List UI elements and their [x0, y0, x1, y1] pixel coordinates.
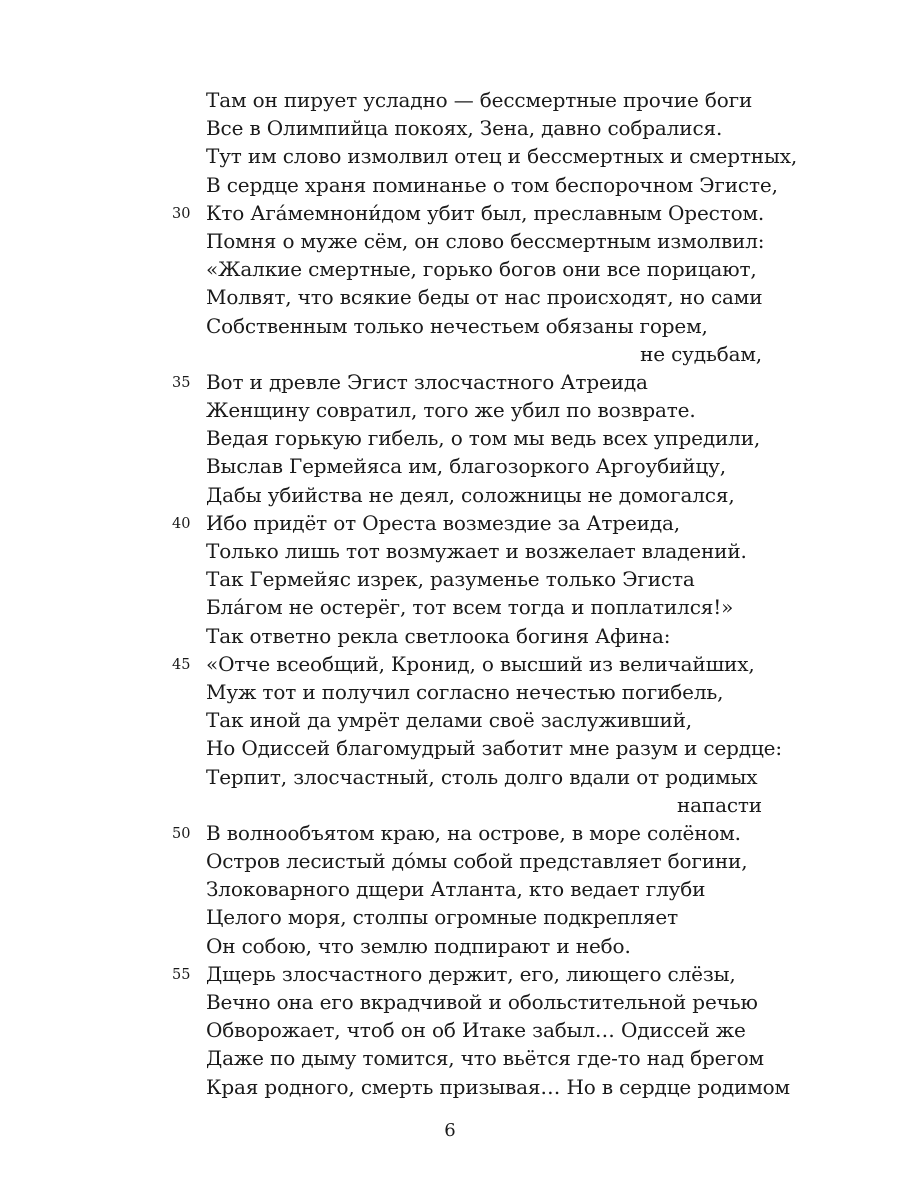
line-text: Ибо придёт от Ореста возмездие за Атреида, [206, 510, 680, 535]
line-text: Даже по дыму томится, что вьётся где-то над брегом [206, 1046, 764, 1071]
line-text: Дщерь злосчастного держит, его, лиющего слёзы, [206, 961, 736, 986]
poem-line [0, 763, 900, 791]
poem-line [0, 481, 900, 509]
line-text: Но Одиссей благомудрый заботит мне разум и сердце: [206, 736, 782, 761]
line-text: Выслав Гермейяса им, благозоркого Аргоубийцу, [206, 454, 726, 479]
poem-line [0, 424, 900, 452]
line-text: Он собою, что землю подпирают и небо. [206, 933, 631, 958]
line-text: Ведая горькую гибель, о том мы ведь всех упредили, [206, 426, 761, 451]
line-number: 30 [172, 205, 191, 222]
poem-line [0, 819, 900, 847]
poem-line [0, 312, 900, 340]
poem-line [0, 86, 900, 114]
poem-line [0, 678, 900, 706]
poem-line [0, 255, 900, 283]
poem-line [0, 368, 900, 396]
line-number: 50 [172, 825, 191, 842]
line-text: Все в Олимпийца покоях, Зена, давно собралися. [206, 116, 723, 141]
line-text: Тут им слово измолвил отец и бессмертных и смертных, [206, 144, 798, 169]
line-text: Края родного, смерть призывая… Но в сердце родимом [206, 1074, 790, 1099]
poem-line [0, 114, 900, 142]
line-text: «Отче всеобщий, Кронид, о высший из величайших, [206, 651, 755, 676]
poem-line [0, 706, 900, 734]
poem-line [0, 1044, 900, 1072]
line-text: Кто Ага́мемнони́дом убит был, преславным Орестом. [206, 200, 765, 225]
poem-line [0, 988, 900, 1016]
poem-text [0, 86, 900, 1101]
poem-line-continuation [0, 791, 900, 819]
poem-line [0, 903, 900, 931]
line-text: Так Гермейяс изрек, разуменье только Эгиста [206, 567, 695, 592]
poem-line [0, 734, 900, 762]
poem-line [0, 932, 900, 960]
poem-line [0, 171, 900, 199]
line-text: Дабы убийства не деял, соложницы не домогался, [206, 482, 735, 507]
line-text: Так иной да умрёт делами своё заслуживший, [206, 708, 693, 733]
poem-line [0, 1073, 900, 1101]
poem-line [0, 593, 900, 621]
poem-line [0, 509, 900, 537]
line-number: 45 [172, 656, 191, 673]
poem-line [0, 847, 900, 875]
line-text: Собственным только нечестьем обязаны горем, [206, 313, 708, 338]
poem-line [0, 960, 900, 988]
poem-line [0, 650, 900, 678]
line-text: напасти [676, 792, 762, 817]
line-text: Злоковарного дщери Атланта, кто ведает глуби [206, 877, 706, 902]
line-text: Вот и древле Эгист злосчастного Атреида [206, 369, 648, 394]
line-number: 40 [172, 515, 191, 532]
poem-line [0, 875, 900, 903]
line-number: 35 [172, 374, 191, 391]
poem-line [0, 565, 900, 593]
line-text: Целого моря, столпы огромные подкрепляет [206, 905, 678, 930]
line-text: Женщину совратил, того же убил по возврате. [206, 398, 696, 423]
line-text: Терпит, злосчастный, столь долго вдали от родимых [206, 764, 758, 789]
line-text: В сердце храня поминанье о том беспорочном Эгисте, [206, 172, 778, 197]
line-text: Там он пирует усладно — бессмертные прочие боги [206, 88, 753, 112]
poem-line [0, 452, 900, 480]
poem-line [0, 1016, 900, 1044]
poem-line-continuation [0, 340, 900, 368]
poem-line [0, 142, 900, 170]
line-text: Помня о муже сём, он слово бессмертным измолвил: [206, 228, 765, 253]
line-text: В волнообъятом краю, на острове, в море солёном. [206, 820, 741, 845]
line-text: Вечно она его вкрадчивой и обольстительной речью [206, 990, 758, 1014]
line-number: 55 [172, 966, 191, 983]
line-text: Молвят, что всякие беды от нас происходят, но сами [206, 285, 763, 310]
line-text: Обворожает, чтоб он об Итаке забыл… Одиссей же [206, 1018, 746, 1043]
line-text: Муж тот и получил согласно нечестью погибель, [206, 679, 724, 704]
line-text: не судьбам, [640, 341, 762, 366]
poem-line [0, 227, 900, 255]
poem-line [0, 622, 900, 650]
line-text: Так ответно рекла светлоока богиня Афина: [206, 623, 671, 648]
poem-line [0, 396, 900, 424]
line-text: «Жалкие смертные, горько богов они все порицают, [206, 257, 757, 282]
line-text: Только лишь тот возмужает и возжелает владений. [206, 539, 747, 563]
poem-line [0, 283, 900, 311]
poem-line [0, 537, 900, 565]
line-text: Бла́гом не остерёг, тот всем тогда и поплатился!» [206, 595, 734, 620]
page-number: 6 [444, 1120, 456, 1141]
poem-line [0, 199, 900, 227]
line-text: Остров лесистый до́мы собой представляет богини, [206, 849, 748, 874]
